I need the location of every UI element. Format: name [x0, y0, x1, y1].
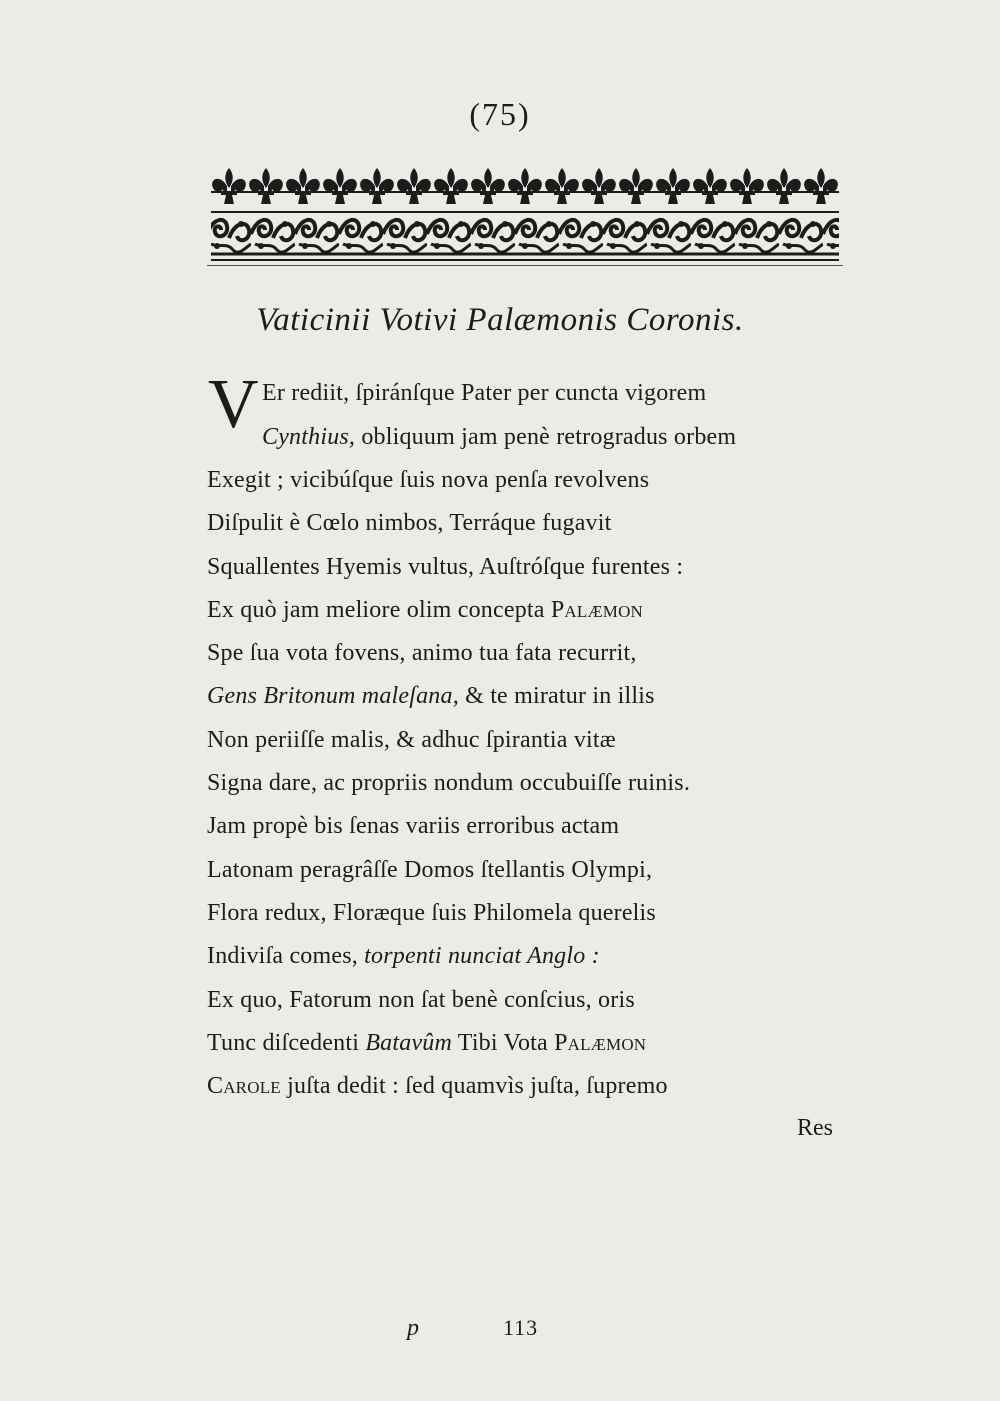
verse-line [207, 640, 637, 667]
verse-text: Non periiſſe malis, & adhuc ſpirantia vitæ [207, 727, 616, 753]
verse-line [207, 900, 656, 927]
verse-line [207, 510, 611, 537]
verse-text: Flora redux, Floræque ſuis Philomela querelis [207, 900, 656, 926]
verse-line [207, 727, 616, 754]
verse-line [262, 424, 736, 451]
drop-cap: V [208, 366, 259, 443]
verse-text-italic: torpenti nunciat Anglo : [364, 943, 600, 969]
verse-text-smallcaps: Palæmon [554, 1030, 647, 1056]
page-number: (75) [469, 96, 531, 132]
verse-text: Jam propè bis ſenas variis erroribus actam [207, 813, 620, 839]
verse-text-italic: Batavûm [365, 1030, 453, 1056]
verse-line [207, 813, 619, 840]
signature-mark: p [407, 1315, 419, 1341]
verse-text: Tibi Vota [452, 1030, 555, 1056]
verse-line [207, 683, 655, 710]
verse-text-smallcaps: Carole [207, 1073, 281, 1099]
verse-line [207, 987, 635, 1014]
verse-text: Signa dare, ac propriis nondum occubuiſſe ruinis. [207, 770, 691, 796]
verse-line [207, 1073, 668, 1100]
verse-line [207, 943, 600, 970]
verse-text: obliquum jam penè retrogradus orbem [355, 424, 737, 450]
ornament-rule [207, 265, 843, 266]
verse-text: Diſpulit è Cœlo nimbos, Terráque fugavit [207, 510, 612, 536]
verse-line [207, 554, 683, 581]
verse-text: Latonam peragrâſſe Domos ſtellantis Olympi, [207, 857, 653, 883]
verse-text: Exegit ; vicibúſque ſuis nova penſa revolvens [207, 467, 650, 493]
verse-line [207, 467, 649, 494]
verse-text-italic: Gens Britonum maleſana, [207, 683, 459, 709]
verse-line [262, 380, 706, 407]
catchword: Res [797, 1115, 833, 1141]
verse-text: Ex quo, Fatorum non ſat benè conſcius, oris [207, 987, 635, 1013]
verse-text: Er rediit, ſpiránſque Pater per cuncta vigorem [262, 380, 707, 406]
fleur-de-lis-ornament-band [207, 158, 843, 268]
verse-text: Ex quò jam meliore olim concepta [207, 597, 551, 623]
folio-number: 113 [503, 1315, 539, 1340]
verse-text: Squallentes Hyemis vultus, Auſtróſque furentes : [207, 554, 684, 580]
verse-line [207, 597, 643, 624]
verse-line [207, 770, 690, 797]
verse-text: Tunc diſcedenti [207, 1030, 366, 1056]
verse-line [207, 1030, 646, 1057]
verse-text: juſta dedit : ſed quamvìs juſta, ſupremo [280, 1073, 668, 1099]
verse-text: & te miratur in illis [458, 683, 655, 709]
verse-text: Indiviſa comes, [207, 943, 365, 969]
poem-title: Vaticinii Votivi Palæmonis Coronis. [256, 302, 744, 338]
verse-text-italic: Cynthius, [262, 424, 356, 450]
verse-text-smallcaps: Palæmon [550, 597, 644, 623]
verse-line [207, 857, 652, 884]
verse-text: Spe ſua vota fovens, animo tua fata recurrit, [207, 640, 637, 666]
